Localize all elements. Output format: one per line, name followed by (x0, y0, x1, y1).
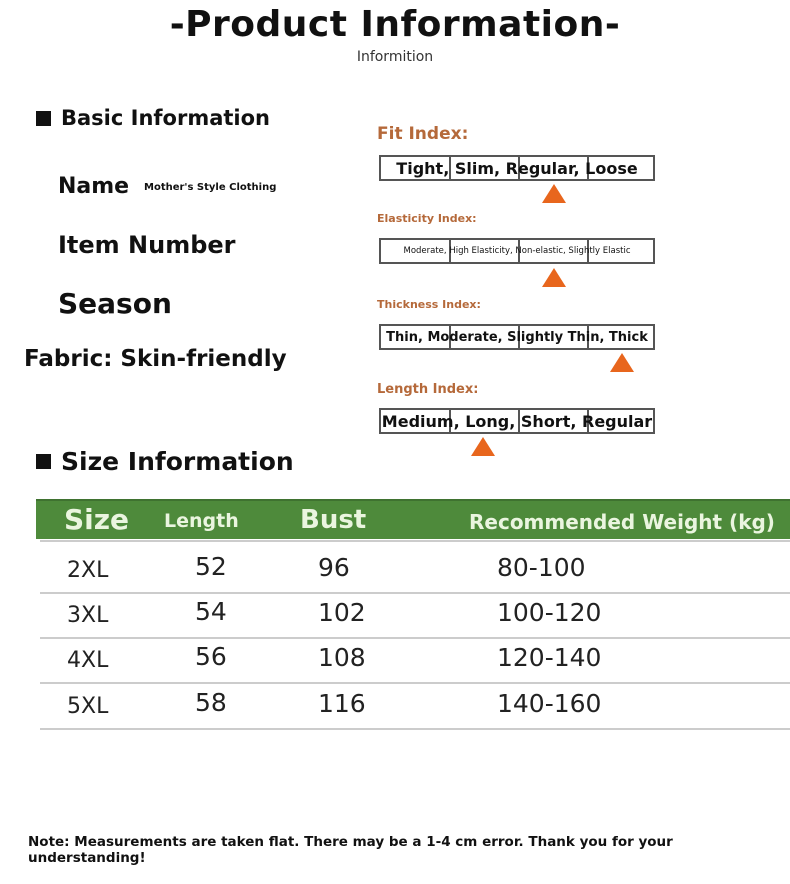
cell-weight: 80-100 (497, 553, 586, 582)
cell-length: 52 (195, 552, 227, 581)
fabric-label: Fabric: Skin-friendly (24, 346, 287, 372)
elasticity-index-options: Moderate, High Elasticity, Non-elastic, Slightly Elastic (403, 246, 631, 256)
size-info-heading (36, 447, 294, 476)
cell-weight: 140-160 (497, 689, 602, 718)
cell-bust: 108 (318, 643, 366, 672)
cell-size: 5XL (67, 694, 109, 719)
length-index-marker-icon (471, 437, 495, 456)
cell-size: 4XL (67, 648, 109, 673)
cell-bust: 96 (318, 553, 350, 582)
cell-weight: 120-140 (497, 643, 602, 672)
length-index-box (379, 408, 655, 434)
season-label: Season (58, 287, 172, 320)
measurement-note: Note: Measurements are taken flat. There may be a 1-4 cm error. Thank you for your understanding! (28, 834, 673, 866)
table-row (40, 548, 790, 594)
thickness-index-box (379, 324, 655, 350)
page-title: -Product Information- (169, 4, 621, 45)
cell-length: 56 (195, 642, 227, 671)
bullet-square-icon (36, 111, 51, 126)
size-table-header (36, 499, 790, 539)
basic-info-heading-text: Basic Information (61, 106, 270, 130)
thickness-index-title: Thickness Index: (377, 298, 481, 311)
cell-size: 3XL (67, 603, 109, 628)
fit-index-title: Fit Index: (377, 124, 469, 144)
cell-bust: 102 (318, 598, 366, 627)
cell-length: 58 (195, 688, 227, 717)
cell-size: 2XL (67, 558, 109, 583)
page-subtitle: Informition (356, 49, 434, 65)
thickness-index-marker-icon (610, 353, 634, 372)
table-row (40, 593, 790, 639)
fit-index-box (379, 155, 655, 181)
table-row (40, 684, 790, 730)
col-bust: Bust (300, 505, 367, 535)
basic-info-heading (36, 106, 270, 130)
name-value: Mother's Style Clothing (144, 182, 277, 193)
col-size: Size (64, 503, 130, 536)
name-label: Name (58, 174, 130, 199)
size-info-heading-text: Size Information (61, 447, 294, 476)
cell-weight: 100-120 (497, 598, 602, 627)
col-recommended-weight: Recommended Weight (kg) (469, 510, 775, 534)
length-index-title: Length Index: (377, 382, 479, 397)
item-number-label: Item Number (58, 231, 236, 259)
fit-index-options: Tight, Slim, Regular, Loose (396, 158, 638, 178)
elasticity-index-title: Elasticity Index: (377, 212, 477, 225)
elasticity-index-box (379, 238, 655, 264)
bullet-square-icon (36, 454, 51, 469)
elasticity-index-marker-icon (542, 268, 566, 287)
table-divider (40, 540, 790, 542)
col-length: Length (164, 510, 239, 532)
cell-length: 54 (195, 597, 227, 626)
cell-bust: 116 (318, 689, 366, 718)
length-index-options: Medium, Long, Short, Regular (381, 411, 653, 431)
thickness-index-options: Thin, Moderate, Slightly Thin, Thick (386, 329, 648, 345)
fit-index-marker-icon (542, 184, 566, 203)
table-row (40, 638, 790, 684)
